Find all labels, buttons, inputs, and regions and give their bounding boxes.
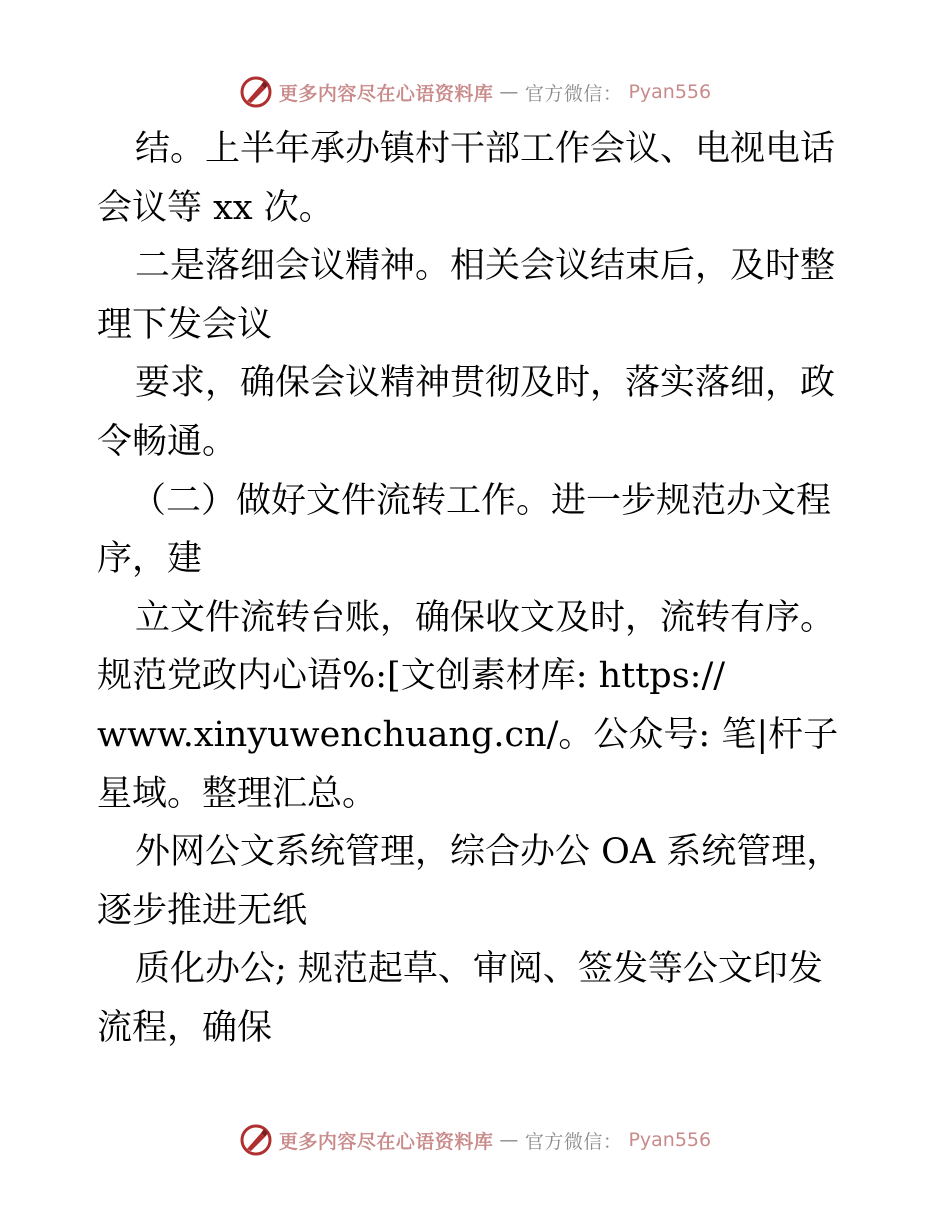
banner-dash: — [499, 1129, 519, 1151]
paragraph: www.xinyuwenchuang.cn/。公众号: 笔|杆子星域。整理汇总。 [97, 714, 839, 814]
paragraph: 结。上半年承办镇村干部工作会议、电视电话会议等 xx 次。 [97, 129, 836, 228]
document-body [97, 120, 857, 1058]
paragraph: 质化办公; 规范起草、审阅、签发等公文印发流程，确保 [97, 949, 823, 1048]
banner-wechat-id: Pyan556 [628, 81, 712, 103]
pen-logo-icon [239, 75, 273, 109]
banner-official-text: 官方微信： [524, 1130, 623, 1153]
banner-main-text: 更多内容尽在心语资料库 [278, 82, 494, 105]
footer-banner [0, 1120, 950, 1160]
paragraph: 外网公文系统管理，综合办公 OA 系统管理，逐步推进无纸 [97, 832, 842, 931]
banner-main-text: 更多内容尽在心语资料库 [278, 1130, 494, 1153]
banner-wechat-id: Pyan556 [628, 1129, 712, 1151]
paragraph: 要求，确保会议精神贯彻及时，落实落细，政令畅通。 [97, 363, 836, 462]
paragraph: 立文件流转台账，确保收文及时，流转有序。规范党政内心语%:[文创素材库: https:// [97, 597, 836, 697]
header-banner [0, 72, 950, 112]
paragraph: 二是落细会议精神。相关会议结束后，及时整理下发会议 [97, 246, 836, 345]
banner-dash: — [499, 81, 519, 103]
paragraph: （二）做好文件流转工作。进一步规范办文程序，建 [97, 480, 832, 580]
banner-official-text: 官方微信： [524, 82, 623, 105]
pen-logo-icon [239, 1123, 273, 1157]
